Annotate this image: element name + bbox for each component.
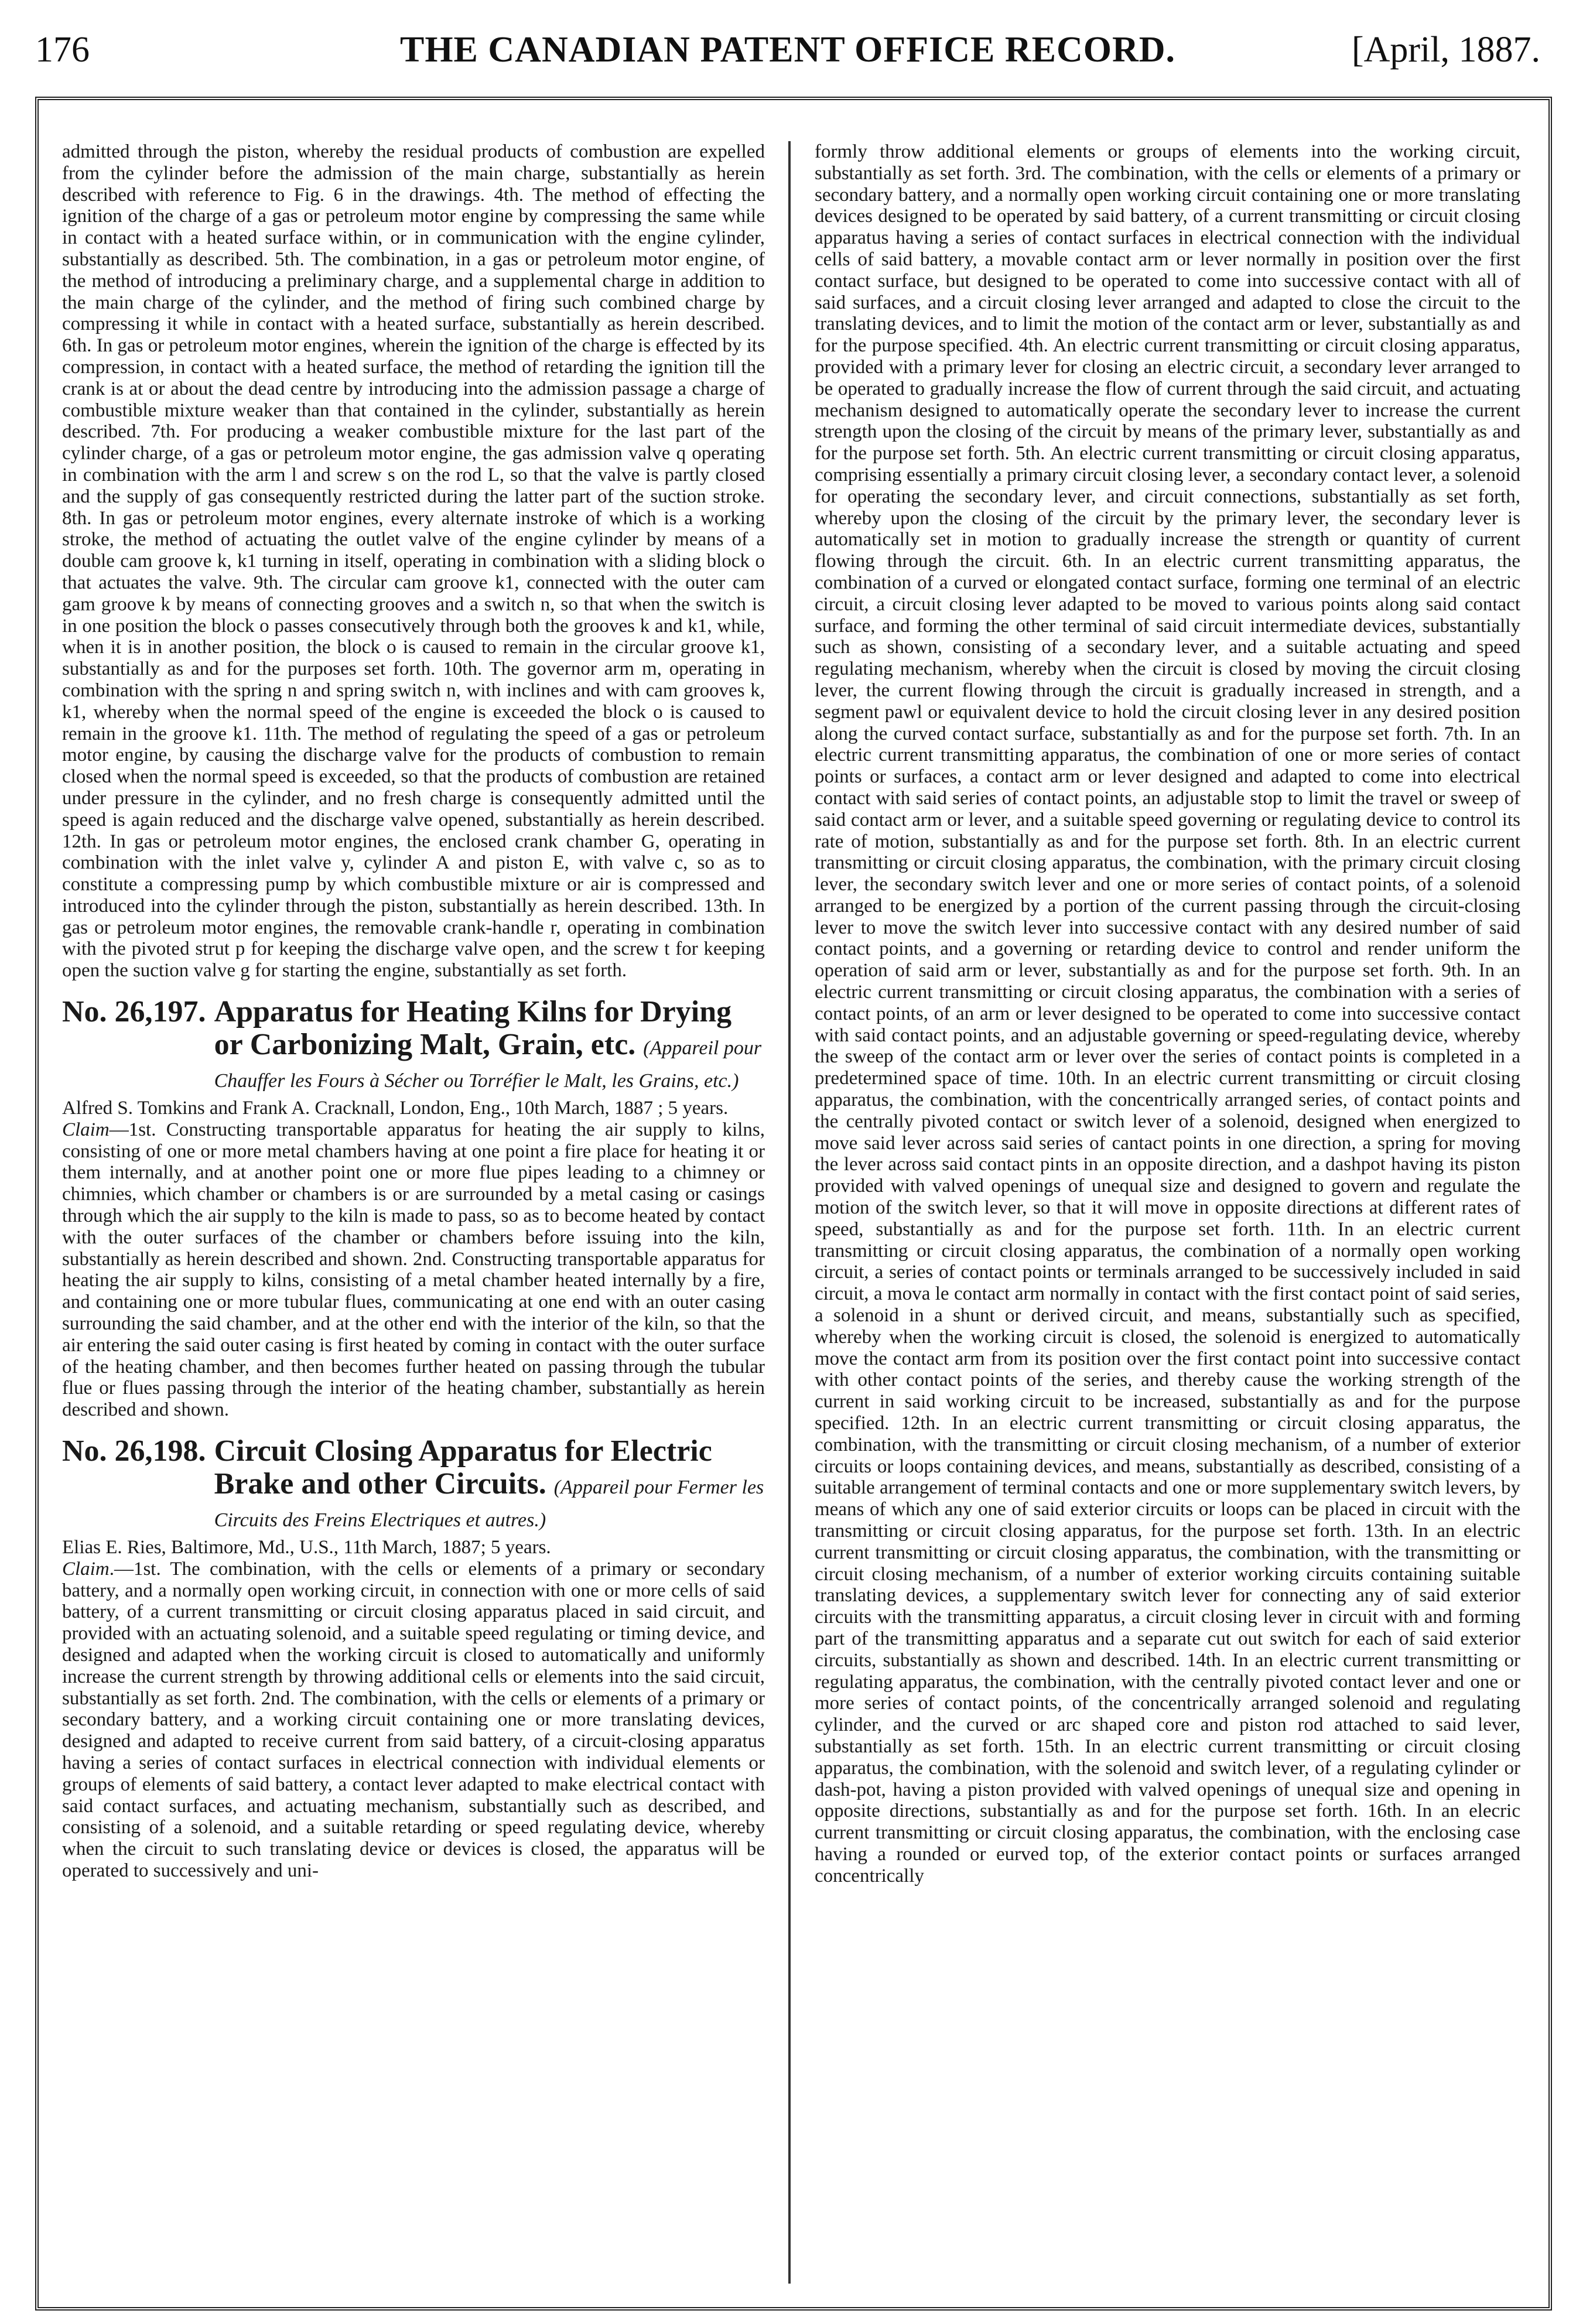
patent-heading (62, 1435, 765, 1533)
patent-french-title: (Appareil pour Fermer les Circuits des Freins Electriques et autres.) (214, 1477, 764, 1532)
patent-title-block (214, 996, 765, 1094)
issue-date: [April, 1887. (1351, 30, 1540, 70)
patent-applicant: Alfred S. Tomkins and Frank A. Cracknall, London, Eng., 10th March, 1887 ; 5 years. (62, 1098, 729, 1119)
patent-french-title: (Appareil pour Chauffer les Fours à Sécher ou Torréfier le Malt, les Grains, etc.) (214, 1037, 762, 1092)
right-column-text: formly throw additional elements or groups of elements into the working circuit, substantially as set forth. 3rd. The combination, with the cells or elements of a primary or secondary battery, and a normally open working circuit containing one or more translating devices designed to be operated by said battery, of a current transmitting or circuit closing apparatus having a series of contact surfaces in electrical connection with the individual cells of said battery, a movable contact arm or lever normally in position over the first contact surface, but designed to be operated to come into successive contact with all of said surfaces, and a circuit closing lever arranged and adapted to close the circuit to the translating devices, and to limit the motion of the contact arm or lever, substantially as and for the purpose specified. 4th. An electric current transmitting or circuit closing apparatus, provided with a primary lever for closing an electric circuit, a secondary lever arranged to be operated to gradually increase the flow of current through the said circuit, and actuating mechanism designed to automatically operate the secondary lever to increase the current strength upon the closing of the circuit by means of the primary lever, substantially as and for the purpose set forth. 5th. An electric current transmitting or circuit closing apparatus, comprising essentially a primary circuit closing lever, a secondary contact lever, a solenoid for operating the secondary lever, and circuit connections, substantially as set forth, whereby upon the closing of the circuit by the primary lever, the secondary lever is automatically set in motion to gradually increase the strength or quantity of current flowing through the circuit. 6th. In an electric current transmitting apparatus, the combination of a curved or elongated contact surface, forming one terminal of an electric circuit, a circuit closing lever adapted to be moved to various points along said contact surface, and forming the other terminal of said circuit intermediate devices, substantially such as shown, consisting of a secondary lever, and a suitable actuating and speed regulating mechanism, whereby when the circuit is closed by moving the circuit closing lever, the current flowing through the circuit is gradually increased in strength, and a segment pawl or equivalent device to hold the circuit closing lever in any desired position along the curved contact surface, substantially as and for the purpose set forth. 7th. In an electric current transmitting apparatus, the combination of one or more series of contact points or surfaces, a contact arm or lever designed and adapted to come into electrical contact with said series of contact points, an adjustable stop to limit the travel or sweep of said contact arm or lever, and a suitable speed governing or regulating device to control its rate of motion, substantially as and for the purpose set forth. 8th. In an electric current transmitting or circuit closing apparatus, the combination, with the primary circuit closing lever, the secondary switch lever and one or more series of contact points, of a solenoid arranged to be energized by a portion of the current passing through the circuit-closing lever to move the switch lever into successive contact with any desired number of said contact points, and a governing or retarding device to control and render uniform the operation of said arm or lever, substantially as and for the purpose set forth. 9th. In an electric current transmitting or circuit closing apparatus, the combination with a series of contact points, of an arm or lever designed to be operated to come into successive contact with said contact points, and an adjustable governing or speed-regulating device, whereby the sweep of the contact arm or lever over the series of contact points is completed in a predetermined space of time. 10th. In an electric current transmitting or circuit closing apparatus, the combination, with the concentrically arranged series, of contact points and the centrally pivoted contact or switch lever of a solenoid, designed when energized to move said lever across said series of cantact points in one direction, a spring for moving the lever across said contact pints in an opposite direction, and a dashpot having its piston provided with valved openings of unequal size and designed to govern and regulate the motion of the switch lever, so that it will move in opposite directions at different rates of speed, substantially as and for the purpose set forth. 11th. In an electric current transmitting or circuit closing apparatus, the combination of a normally open working circuit, a series of contact points or terminals arranged to be successively included in said circuit, a mova le contact arm normally in contact with the first contact point of said series, a solenoid in a shunt or derived circuit, and means, substantially such as specified, whereby when the working circuit is closed, the solenoid is energized to automatically move the contact arm from its position over the first contact point into successive contact with other contact points of the series, and thereby cause the working strength of the current in said working circuit to be increased, substantially as and for the purpose specified. 12th. In an electric current transmitting or circuit closing apparatus, the combination, with the transmitting or circuit closing mechanism, of a number of exterior circuits or loops containing devices, and means, substantially as described, consisting of a suitable arrangement of terminal contacts and one or more supplementary switch levers, by means of which any one of said exterior circuits or loops can be placed in circuit with the transmitting or circuit closing apparatus, for the purpose set forth. 13th. In an electric current transmitting or circuit closing apparatus, the combination, with the transmitting or circuit closing mechanism, of a number of exterior working circuits containing suitable translating devices, a supplementary switch lever for connecting any of said exterior circuits with the transmitting apparatus, a circuit closing lever in circuit with and forming part of the transmitting apparatus and a separate cut out switch for each of said exterior circuits, substantially as shown and described. 14th. In an electric current transmitting or regulating apparatus, the combination, with the centrally pivoted contact lever and one or more series of contact points, of the concentrically arranged solenoid and regulating cylinder, and the curved or arc shaped core and piston rod attached to said lever, substantially as set forth. 15th. In an electric current transmitting or circuit closing apparatus, the combination, with the solenoid and switch lever, of a regulating cylinder or dash-pot, having a piston provided with valved openings of unequal size and opening in opposite directions, substantially as and for the purpose set forth. 16th. In an elecric current transmitting or circuit closing apparatus, the combination, with the enclosing case having a rounded or eurved top, of the exterior contact points or surfaces arranged concentrically (815, 141, 1520, 1886)
claim-text: —1st. Constructing transportable apparatus for heating the air supply to kilns, consisting of one or more metal chambers having at one point a fire place for heating it or them internally, and at another point one or more flue pipes leading to a chimney or chimnies, which chamber or chambers is or are surrounded by a metal casing or casings through which the air supply to the kiln is made to pass, so as to become heated by contact with the outer surfaces of the chamber or chambers before issuing into the kiln, substantially as herein described and shown. 2nd. Constructing transportable apparatus for heating the air supply to kilns, consisting of a metal chamber heated internally by a fire, and containing one or more tubular flues, communicating at one end with an outer casing surrounding the said chamber, and at the other end with the interior of the kiln, so that the air entering the said outer casing is first heated by coming in contact with the outer surface of the heating chamber, and then becomes further heated on passing through the tubular flue or flues passing through the interior of the heating chamber, substantially as herein described and shown. (62, 1119, 765, 1421)
publication-title: THE CANADIAN PATENT OFFICE RECORD. (399, 30, 1176, 70)
claim-text: .—1st. The combination, with the cells or elements of a primary or secondary battery, and a normally open working circuit, in connection with one or more cells of said battery, of a current transmitting or circuit closing apparatus placed in said circuit, and provided with an actuating solenoid, and a suitable speed regulating or timing device, and designed and adapted when the working circuit is closed to automatically and uniformly increase the current strength by throwing additional cells or elements into the said circuit, substantially as set forth. 2nd. The combination, with the cells or elements of a primary or secondary battery, and a working circuit containing one or more translating devices, designed and adapted to receive current from said battery, of a circuit-closing apparatus having a series of contact surfaces in electrical connection with individual elements or groups of elements of said battery, a contact lever adapted to make electrical contact with said contact surfaces, and actuating mechanism, substantially such as described, and consisting of a solenoid, and a suitable retarding or speed regulating device, whereby when the circuit to such translating device or devices is closed, the apparatus will be operated to successively and uni- (62, 1558, 765, 1881)
left-column (62, 141, 765, 2284)
page-number: 176 (35, 30, 90, 70)
patent-heading (62, 996, 765, 1094)
continuation-text: admitted through the piston, whereby the residual products of combustion are expelled from the cylinder before the admission of the main charge, substantially as herein described with reference to Fig. 6 in the drawings. 4th. The method of effecting the ignition of the charge of a gas or petroleum motor engine by compressing the same while in contact with a heated surface within, or in communication with the engine cylinder, substantially as described. 5th. The combination, in a gas or petroleum motor engine, of the method of introducing a preliminary charge, and a supplemental charge in addition to the main charge of the cylinder, and the method of firing such combined charge by compressing it while in contact with a heated surface, substantially as herein described. 6th. In gas or petroleum motor engines, wherein the ignition of the charge is effected by its compression, in contact with a heated surface, the method of retarding the ignition till the crank is at or about the dead centre by introducing into the admission passage a charge of combustible mixture weaker than that contained in the cylinder, substantially as herein described. 7th. For producing a weaker combustible mixture for the last part of the cylinder charge, of a gas or petroleum motor engine, the gas admission valve q operating in combination with the arm l and screw s on the rod L, so that the valve is partly closed and the supply of gas consequently restricted during the latter part of the suction stroke. 8th. In gas or petroleum motor engines, every alternate instroke of which is a working stroke, the method of actuating the outlet valve of the engine cylinder by means of a double cam groove k, k1 turning in itself, operating in combination with a sliding block o that actuates the valve. 9th. The circular cam groove k1, connected with the outer cam gam groove k by means of connecting grooves and a switch n, so that when the switch is in one position the block o passes consecutively through both the grooves k and k1, while, when it is in another position, the block o is caused to remain in the circular groove k1, substantially as and for the purposes set forth. 10th. The governor arm m, operating in combination with the spring n and spring switch n, with inclines and with cam grooves k, k1, whereby when the normal speed of the engine is exceeded the block o is caused to remain in the groove k1. 11th. The method of regulating the speed of a gas or petroleum motor engine, by causing the discharge valve for the products of combustion to remain closed when the normal speed is exceeded, so that the products of combustion are retained under pressure in the cylinder, and no fresh charge is consequently admitted until the speed is again reduced and the discharge valve opened, substantially as herein described. 12th. In gas or petroleum motor engines, the enclosed crank chamber G, operating in combination with the inlet valve y, cylinder A and piston E, with valve c, so as to constitute a compressing pump by which combustible mixture or air is compressed and introduced into the cylinder through the piston, substantially as herein described. 13th. In gas or petroleum motor engines, the removable crank-handle r, operating in combination with the pivoted strut p for keeping the discharge valve open, and the screw t for keeping open the suction valve g for starting the engine, substantially as set forth. (62, 141, 765, 982)
patent-number: No. 26,197. (62, 995, 206, 1029)
right-column (815, 141, 1520, 2284)
patent-number: No. 26,198. (62, 1434, 206, 1468)
claim-label: Claim (62, 1558, 110, 1580)
patent-title: Apparatus for Heating Kilns for Drying or Carbonizing Malt, Grain, etc. (214, 995, 732, 1062)
claim-label: Claim (62, 1119, 110, 1140)
patent-26197 (62, 996, 765, 1421)
patent-claim (62, 1119, 765, 1421)
column-divider (788, 141, 791, 2284)
patent-title-block (214, 1435, 765, 1533)
page-header (23, 18, 1552, 82)
patent-26198 (62, 1435, 765, 1882)
page-frame (35, 97, 1552, 2311)
patent-applicant: Elias E. Ries, Baltimore, Md., U.S., 11th March, 1887; 5 years. (62, 1537, 551, 1559)
patent-title: Circuit Closing Apparatus for Electric Brake and other Circuits. (214, 1434, 712, 1501)
patent-claim (62, 1559, 765, 1882)
